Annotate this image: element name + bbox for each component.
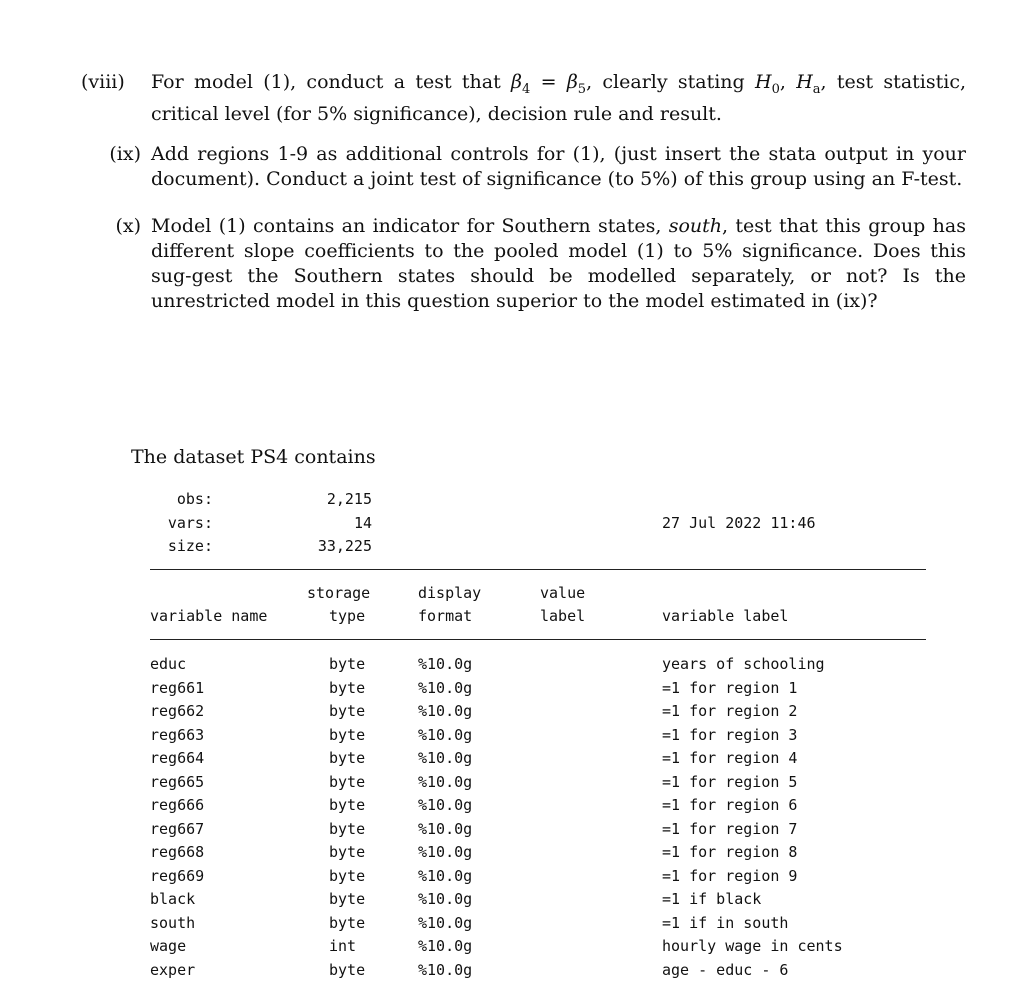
variable-label: =1 for region 4 — [662, 749, 798, 767]
question-variable-name: south — [668, 215, 723, 237]
variable-name: exper — [150, 960, 196, 979]
storage-type: byte — [329, 702, 366, 720]
storage-type: byte — [329, 796, 366, 814]
variable-label: =1 for region 3 — [662, 725, 798, 744]
vars-value: 14 — [353, 514, 372, 532]
display-format: %10.0g — [418, 678, 473, 697]
math-symbol: H — [755, 71, 772, 93]
variable-name: reg663 — [150, 725, 205, 744]
storage-type: byte — [329, 772, 366, 791]
table-row — [0, 702, 1024, 725]
display-format: %10.0g — [418, 960, 473, 979]
variable-label: =1 for region 6 — [662, 796, 798, 814]
math-subscript: 5 — [577, 81, 587, 97]
question-text-part: Model (1) contains an indicator for Southern states, — [151, 215, 669, 237]
question-text-part: , — [779, 71, 797, 93]
question-text-part: , test statistic, critical level (for 5% significance), decision rule and result. — [151, 71, 967, 125]
table-row — [0, 890, 1024, 913]
variable-name: reg661 — [150, 678, 205, 697]
storage-type: byte — [329, 725, 366, 744]
table-row — [0, 937, 1024, 960]
question-number: (x) — [115, 215, 141, 237]
variable-name: reg662 — [150, 702, 205, 720]
variable-name: reg669 — [150, 866, 205, 885]
table-row — [0, 867, 1024, 890]
variable-name: reg664 — [150, 749, 205, 767]
storage-type: int — [329, 937, 357, 955]
table-row — [0, 843, 1024, 866]
obs-value: 2,215 — [326, 490, 372, 508]
display-format: %10.0g — [418, 819, 473, 838]
table-row — [0, 914, 1024, 937]
question-text-part: = — [530, 71, 567, 93]
storage-type: byte — [329, 913, 366, 932]
math-symbol: β — [566, 71, 578, 93]
variable-label: age - educ - 6 — [662, 960, 789, 979]
obs-label: obs: — [176, 490, 213, 508]
math-subscript: 4 — [522, 81, 531, 97]
variable-label: =1 for region 1 — [662, 678, 798, 697]
header-display-top: display — [418, 584, 482, 602]
display-format: %10.0g — [418, 937, 473, 955]
variable-name: south — [150, 913, 196, 932]
storage-type: byte — [329, 678, 366, 697]
question-text-part: For model (1), conduct a test that — [151, 71, 512, 93]
display-format: %10.0g — [418, 749, 473, 767]
table-row — [0, 655, 1024, 678]
header-storage-top: storage — [307, 584, 371, 602]
table-row — [0, 773, 1024, 796]
variable-name: reg665 — [150, 772, 205, 791]
display-format: %10.0g — [418, 772, 473, 791]
question-text — [151, 214, 966, 314]
timestamp: 27 Jul 2022 11:46 — [662, 514, 816, 532]
variable-label: =1 for region 2 — [662, 702, 798, 720]
variable-label: =1 for region 9 — [662, 866, 798, 885]
display-format: %10.0g — [418, 655, 473, 673]
question-text: Add regions 1-9 as additional controls for (1), (just insert the stata output in your document). Conduct a joint test of significance (to 5%) of this group using an F-test. — [151, 143, 966, 190]
variable-name: wage — [150, 937, 187, 955]
storage-type: byte — [329, 890, 366, 908]
dataset-intro: The dataset PS4 contains — [131, 446, 376, 468]
variable-label: =1 if in south — [662, 913, 789, 932]
variable-label: years of schooling — [662, 655, 825, 673]
variable-name: reg667 — [150, 819, 205, 838]
display-format: %10.0g — [418, 843, 473, 861]
question-number: (ix) — [109, 143, 141, 165]
math-subscript: a — [812, 81, 821, 97]
question-text-part: , test that this group has different slope coefficients to the pooled model (1) to 5% significance. Does this sug-gest the Southern states should be modelled separately, or not? Is the unrestricted model in this question superior to the model estimated in (ix)? — [151, 215, 966, 312]
storage-type: byte — [329, 819, 366, 838]
variable-label: =1 for region 7 — [662, 819, 798, 838]
table-row — [0, 679, 1024, 702]
math-symbol: H — [796, 71, 813, 93]
variable-name: reg668 — [150, 843, 205, 861]
header-variable-label: variable label — [662, 607, 789, 625]
table-top-rule — [150, 569, 926, 570]
header-storage-bottom: type — [329, 607, 366, 625]
table-row — [0, 749, 1024, 772]
storage-type: byte — [329, 843, 366, 861]
storage-type: byte — [329, 655, 366, 673]
table-row — [0, 796, 1024, 819]
storage-type: byte — [329, 749, 366, 767]
math-symbol: β — [511, 71, 523, 93]
header-value-top: value — [540, 584, 586, 602]
size-value: 33,225 — [317, 537, 372, 555]
display-format: %10.0g — [418, 796, 473, 814]
vars-label: vars: — [167, 514, 213, 532]
display-format: %10.0g — [418, 890, 473, 908]
variable-label: =1 if black — [662, 890, 762, 908]
variable-label: =1 for region 5 — [662, 772, 798, 791]
table-header-rule — [150, 639, 926, 640]
question-number: (viii) — [81, 71, 125, 93]
table-row — [0, 726, 1024, 749]
question-text-part: , clearly stating — [586, 71, 755, 93]
display-format: %10.0g — [418, 866, 473, 885]
variable-name: reg666 — [150, 796, 205, 814]
variable-label: hourly wage in cents — [662, 937, 843, 955]
size-label: size: — [167, 537, 213, 555]
math-subscript: 0 — [771, 81, 780, 97]
display-format: %10.0g — [418, 913, 473, 932]
question-text — [151, 70, 966, 127]
display-format: %10.0g — [418, 702, 473, 720]
header-variable-name: variable name — [150, 607, 268, 625]
header-value-bottom: label — [540, 607, 586, 625]
table-row — [0, 961, 1024, 984]
display-format: %10.0g — [418, 725, 473, 744]
variable-name: black — [150, 890, 196, 908]
storage-type: byte — [329, 866, 366, 885]
variable-name: educ — [150, 655, 187, 673]
variable-label: =1 for region 8 — [662, 843, 798, 861]
storage-type: byte — [329, 960, 366, 979]
header-display-bottom: format — [418, 607, 473, 625]
table-row — [0, 820, 1024, 843]
